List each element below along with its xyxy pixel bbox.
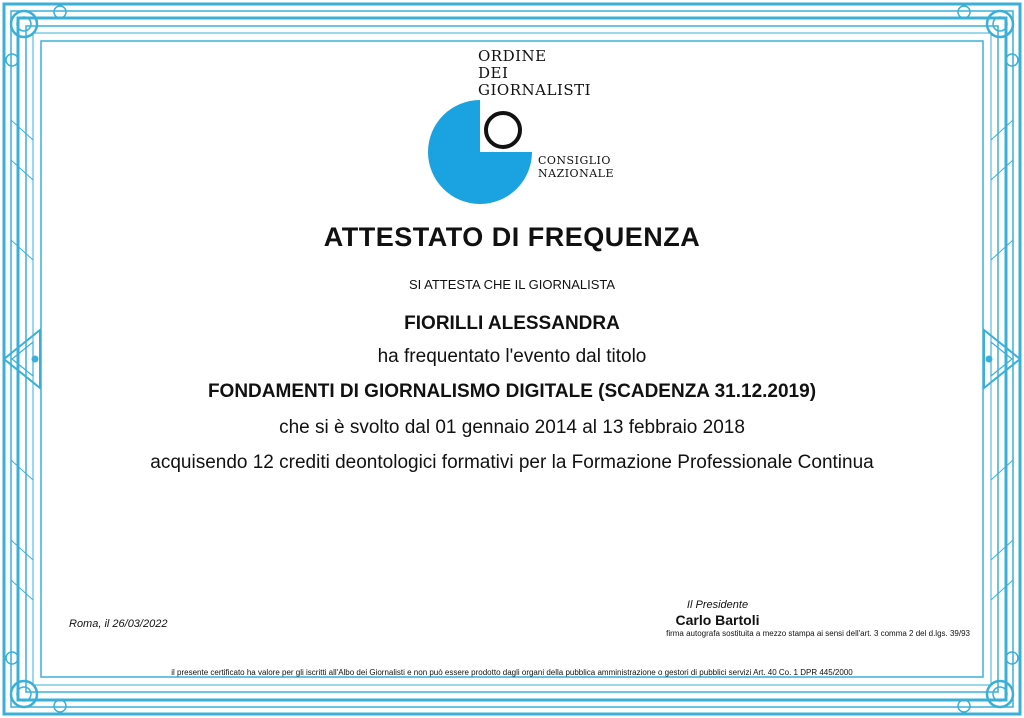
- signature-note: firma autografa sostituita a mezzo stampa ai sensi dell'art. 3 comma 2 del d.lgs. 39/93: [666, 629, 970, 638]
- event-title: FONDAMENTI DI GIORNALISMO DIGITALE (SCADENZA 31.12.2019): [207, 381, 817, 402]
- credits-statement: acquisendo 12 crediti deontologici formativi per la Formazione Professionale Continua: [150, 452, 874, 473]
- logo: [420, 46, 620, 216]
- certificate-subtitle: SI ATTESTA CHE IL GIORNALISTA: [408, 277, 616, 292]
- signer-name: Carlo Bartoli: [675, 612, 760, 628]
- logo-subtext-line-2: NAZIONALE: [538, 167, 614, 180]
- recipient-name: FIORILLI ALESSANDRA: [404, 313, 620, 334]
- logo-text-line-3: GIORNALISTI: [478, 81, 592, 99]
- logo-text-line-2: DEI: [478, 64, 509, 82]
- logo-text-line-1: ORDINE: [478, 47, 547, 65]
- attendance-statement: ha frequentato l'evento dal titolo: [377, 346, 647, 367]
- event-dates: che si è svolto dal 01 gennaio 2014 al 13 febbraio 2018: [279, 417, 745, 438]
- place-date: Roma, il 26/03/2022: [69, 618, 168, 630]
- legal-note: il presente certificato ha valore per gli iscritti all'Albo dei Giornalisti e non può essere prodotto dagli organi della pubblica amministrazione o gestori di pubblici servizi Art. 40 Co. 1 DPR 445/2000: [171, 668, 853, 677]
- signer-role: Il Presidente: [686, 599, 749, 611]
- logo-subtext-line-1: CONSIGLIO: [538, 154, 611, 167]
- logo-mark-icon: [420, 98, 540, 208]
- certificate-title: ATTESTATO DI FREQUENZA: [323, 222, 701, 252]
